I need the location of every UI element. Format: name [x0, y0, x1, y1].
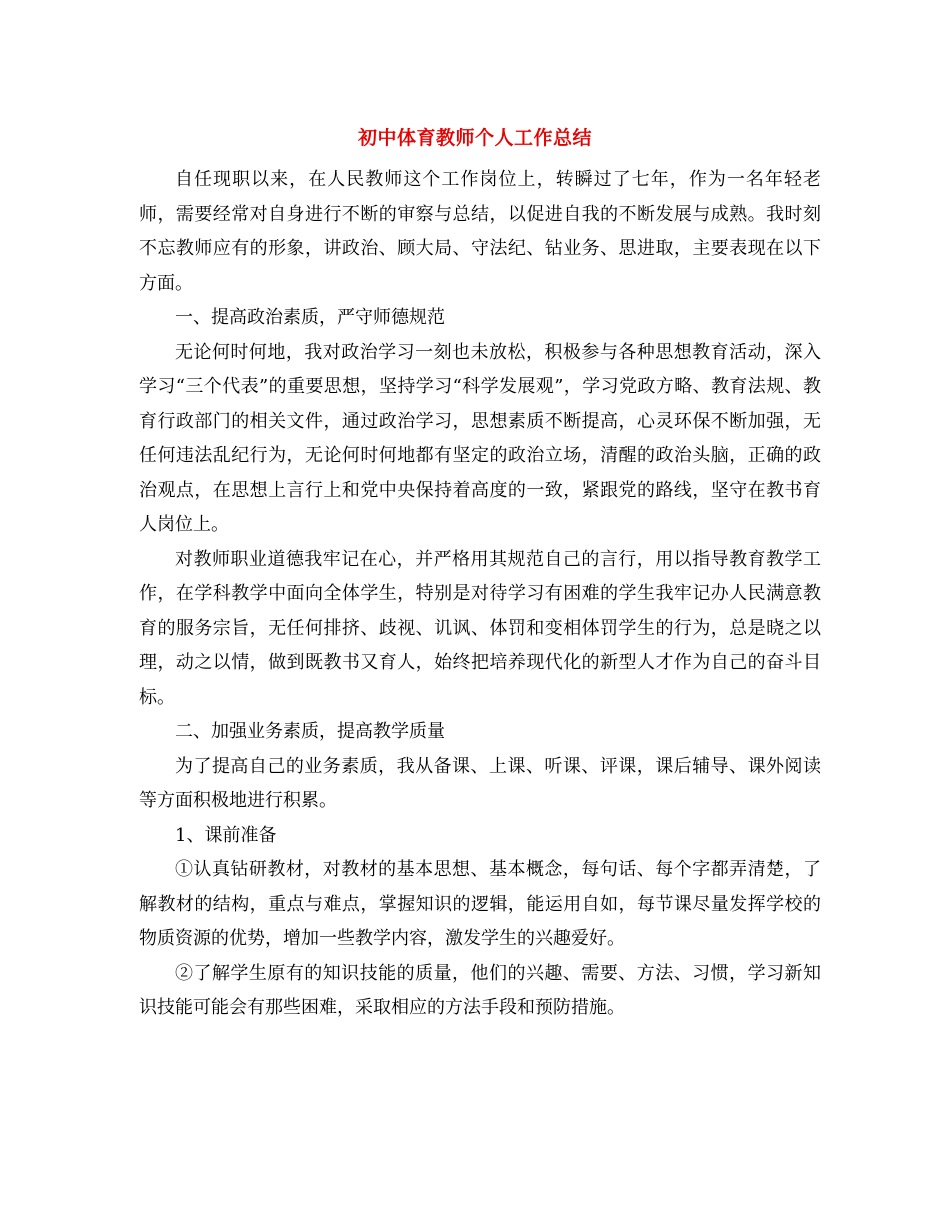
- section-heading-2: 二、加强业务素质，提高教学质量: [175, 721, 445, 742]
- paragraph-business-quality: 为了提高自己的业务素质，我从备课、上课、听课、评课，课后辅导、课外阅读等方面积极地进行积累。: [139, 755, 821, 811]
- paragraph-item-2: ②了解学生原有的知识技能的质量，他们的兴趣、需要、方法、习惯，学习新知识技能可能会有那些困难，采取相应的方法手段和预防措施。: [139, 962, 821, 1018]
- subsection-heading-1: 1、课前准备: [175, 824, 277, 846]
- paragraph-teacher-ethics: 对教师职业道德我牢记在心，并严格用其规范自己的言行，用以指导教育教学工作，在学科教学中面向全体学生，特别是对待学习有困难的学生我牢记办人民满意教育的服务宗旨，无任何排挤、歧视、讥讽、体罚和变相体罚学生的行为，总是晓之以理，动之以情，做到既教书又育人，始终把培养现代化的新型人才作为自己的奋斗目标。: [139, 548, 821, 708]
- document-title: 初中体育教师个人工作总结: [357, 127, 592, 149]
- section-heading-1: 一、提高政治素质，严守师德规范: [175, 307, 445, 328]
- paragraph-political-study: 无论何时何地，我对政治学习一刻也未放松，积极参与各种思想教育活动，深入学习“三个代表”的重要思想，坚持学习“科学发展观”，学习党政方略、教育法规、教育行政部门的相关文件，通过政治学习，思想素质不断提高，心灵环保不断加强，无任何违法乱纪行为，无论何时何地都有坚定的政治立场，清醒的政治头脑，正确的政治观点，在思想上言行上和党中央保持着高度的一致，紧跟党的路线，坚守在教书育人岗位上。: [139, 341, 821, 535]
- paragraph-item-1: ①认真钻研教材，对教材的基本思想、基本概念，每句话、每个字都弄清楚，了解教材的结构，重点与难点，掌握知识的逻辑，能运用自如，每节课尽量发挥学校的物质资源的优势，增加一些教学内容，激发学生的兴趣爱好。: [139, 859, 821, 949]
- document-body: [139, 163, 821, 1026]
- paragraph-intro: 自任现职以来，在人民教师这个工作岗位上，转瞬过了七年，作为一名年轻老师，需要经常对自身进行不断的审察与总结，以促进自我的不断发展与成熟。我时刻不忘教师应有的形象，讲政治、顾大局、守法纪、钻业务、思进取，主要表现在以下方面。: [139, 169, 821, 294]
